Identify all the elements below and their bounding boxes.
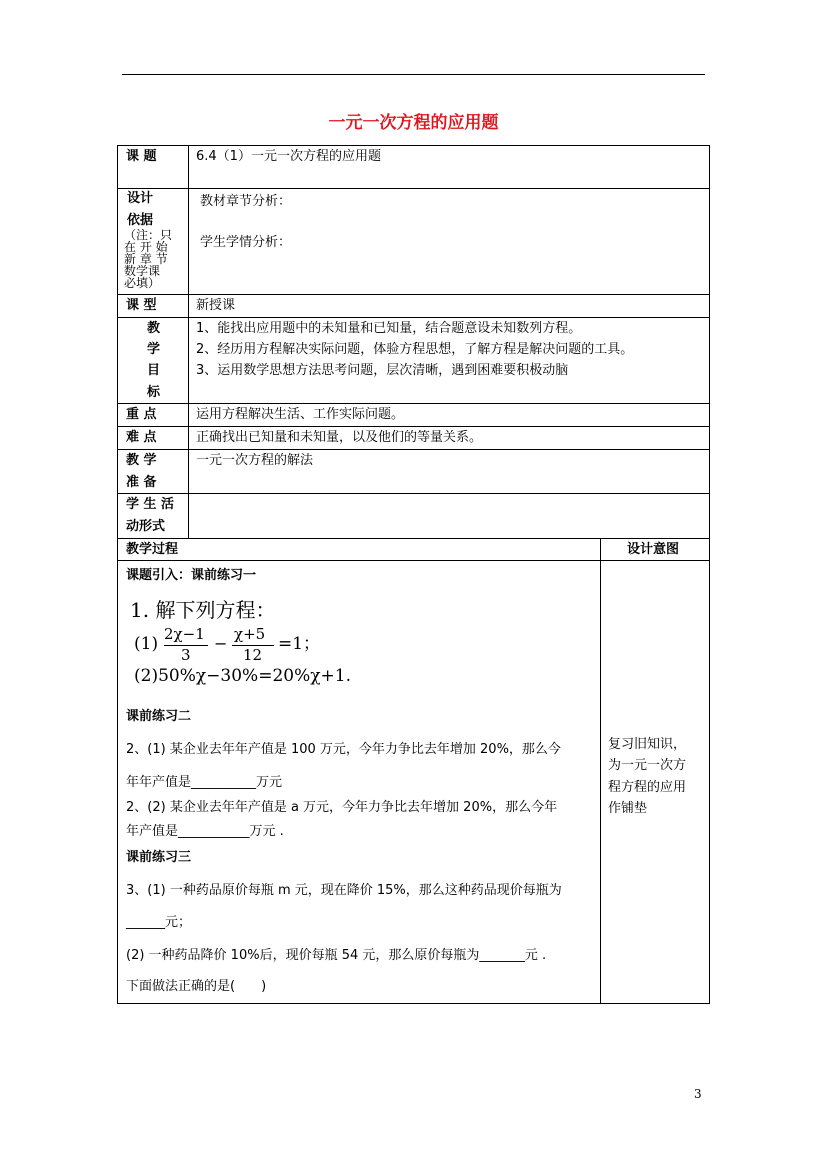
prep-value: 一元一次方程的解法 <box>196 453 314 468</box>
activity-label-1: 学 生 活 <box>126 497 175 512</box>
row-divider <box>117 449 710 450</box>
exercise-3-q1-line1: 3、(1) 一种药品原价每瓶 m 元，现在降价 15%，那么这种药品现价每瓶为 <box>126 883 562 898</box>
design-label-1: 设计 <box>127 191 154 206</box>
row-divider <box>117 403 710 404</box>
design-note-3: 新 章 节 <box>124 252 168 266</box>
header-rule <box>122 74 705 75</box>
label-column-divider <box>188 145 189 538</box>
key-label: 重 点 <box>126 407 157 422</box>
exercise-2-q2-line1: 2、(2) 某企业去年年产值是 a 万元，今年力争比去年增加 20%，那么今年 <box>126 800 558 815</box>
goals-label-char: 学 <box>147 342 161 357</box>
intent-header: 设计意图 <box>627 542 680 557</box>
table-border-left <box>117 145 118 1004</box>
row-divider <box>117 538 710 539</box>
goal-item: 2、经历用方程解决实际问题，体验方程思想，了解方程是解决问题的工具。 <box>196 342 634 357</box>
page-title: 一元一次方程的应用题 <box>328 113 499 133</box>
intent-line: 程方程的应用 <box>608 780 687 795</box>
intro-title: 课题引入：课前练习一 <box>126 568 257 583</box>
row-divider <box>117 560 710 561</box>
design-note-2: 在 开 始 <box>124 240 168 254</box>
type-label: 课 型 <box>126 298 157 313</box>
exercise-3-q1-line2: ______元； <box>126 915 192 930</box>
exercise-3-q3: 下面做法正确的是( ) <box>126 979 267 994</box>
row-divider <box>117 317 710 318</box>
table-border-right <box>709 145 710 1004</box>
topic-label: 课 题 <box>126 149 157 164</box>
design-student-analysis: 学生学情分析： <box>200 235 292 250</box>
equation-1-denominator-b: 12 <box>243 646 263 664</box>
row-divider <box>117 294 710 295</box>
design-label-2: 依据 <box>127 213 154 228</box>
topic-value: 6.4（1）一元一次方程的应用题 <box>196 149 381 164</box>
equation-1-numerator-b: χ+5 <box>234 625 266 643</box>
equation-2: (2)50%χ−30%=20%χ+1. <box>134 666 351 686</box>
exercise-3-title: 课前练习三 <box>126 850 192 865</box>
design-note-4: 数学课 <box>124 264 161 278</box>
prep-label-1: 教 学 <box>126 453 157 468</box>
equation-1-prefix: (1) <box>134 634 159 654</box>
difficulty-value: 正确找出已知量和未知量，以及他们的等量关系。 <box>196 430 483 445</box>
goal-item: 1、能找出应用题中的未知量和已知量，结合题意设未知数列方程。 <box>196 321 582 336</box>
table-border-top <box>117 145 710 146</box>
design-note-5: 必填） <box>124 276 161 290</box>
page-number: 3 <box>694 1087 702 1101</box>
design-note-1: （注：只 <box>124 228 173 242</box>
difficulty-label: 难 点 <box>126 430 157 445</box>
process-header: 教学过程 <box>126 542 179 557</box>
equation-1-numerator-a: 2χ−1 <box>164 625 205 643</box>
type-value: 新授课 <box>196 298 236 313</box>
design-textbook-analysis: 教材章节分析： <box>200 194 292 209</box>
intent-line: 为一元一次方 <box>608 758 687 773</box>
exercise-2-q1-line2: 年年产值是__________万元 <box>126 775 283 790</box>
intent-line: 作铺垫 <box>608 801 648 816</box>
row-divider <box>117 426 710 427</box>
activity-label-2: 动形式 <box>126 519 166 534</box>
exercise-2-q1-line1: 2、(1) 某企业去年年产值是 100 万元，今年力争比去年增加 20%，那么今 <box>126 742 561 757</box>
equation-1-denominator-a: 3 <box>181 646 191 664</box>
prep-label-2: 准 备 <box>126 475 157 490</box>
equation-1-rhs: =1； <box>278 634 321 654</box>
exercise-2-title: 课前练习二 <box>126 709 192 724</box>
row-divider <box>117 188 710 189</box>
goals-label-char: 标 <box>147 385 161 400</box>
goals-label-char: 目 <box>147 363 161 378</box>
key-value: 运用方程解决生活、工作实际问题。 <box>196 407 405 422</box>
intent-column-divider <box>600 538 601 1004</box>
equation-image <box>130 598 410 694</box>
exercise-3-q2: (2) 一种药品降价 10%后，现价每瓶 54 元，那么原价每瓶为_______元 . <box>126 948 547 963</box>
table-border-bottom <box>117 1003 710 1004</box>
goal-item: 3、运用数学思想方法思考问题，层次清晰，遇到困难要积极动脑 <box>196 363 569 378</box>
equation-1-minus: − <box>214 634 228 653</box>
row-divider <box>117 493 710 494</box>
equation-heading: 1. 解下列方程： <box>130 598 276 622</box>
goals-label-char: 教 <box>147 321 161 336</box>
exercise-2-q2-line2: 年产值是___________万元 . <box>126 824 284 839</box>
intent-line: 复习旧知识， <box>608 737 687 752</box>
